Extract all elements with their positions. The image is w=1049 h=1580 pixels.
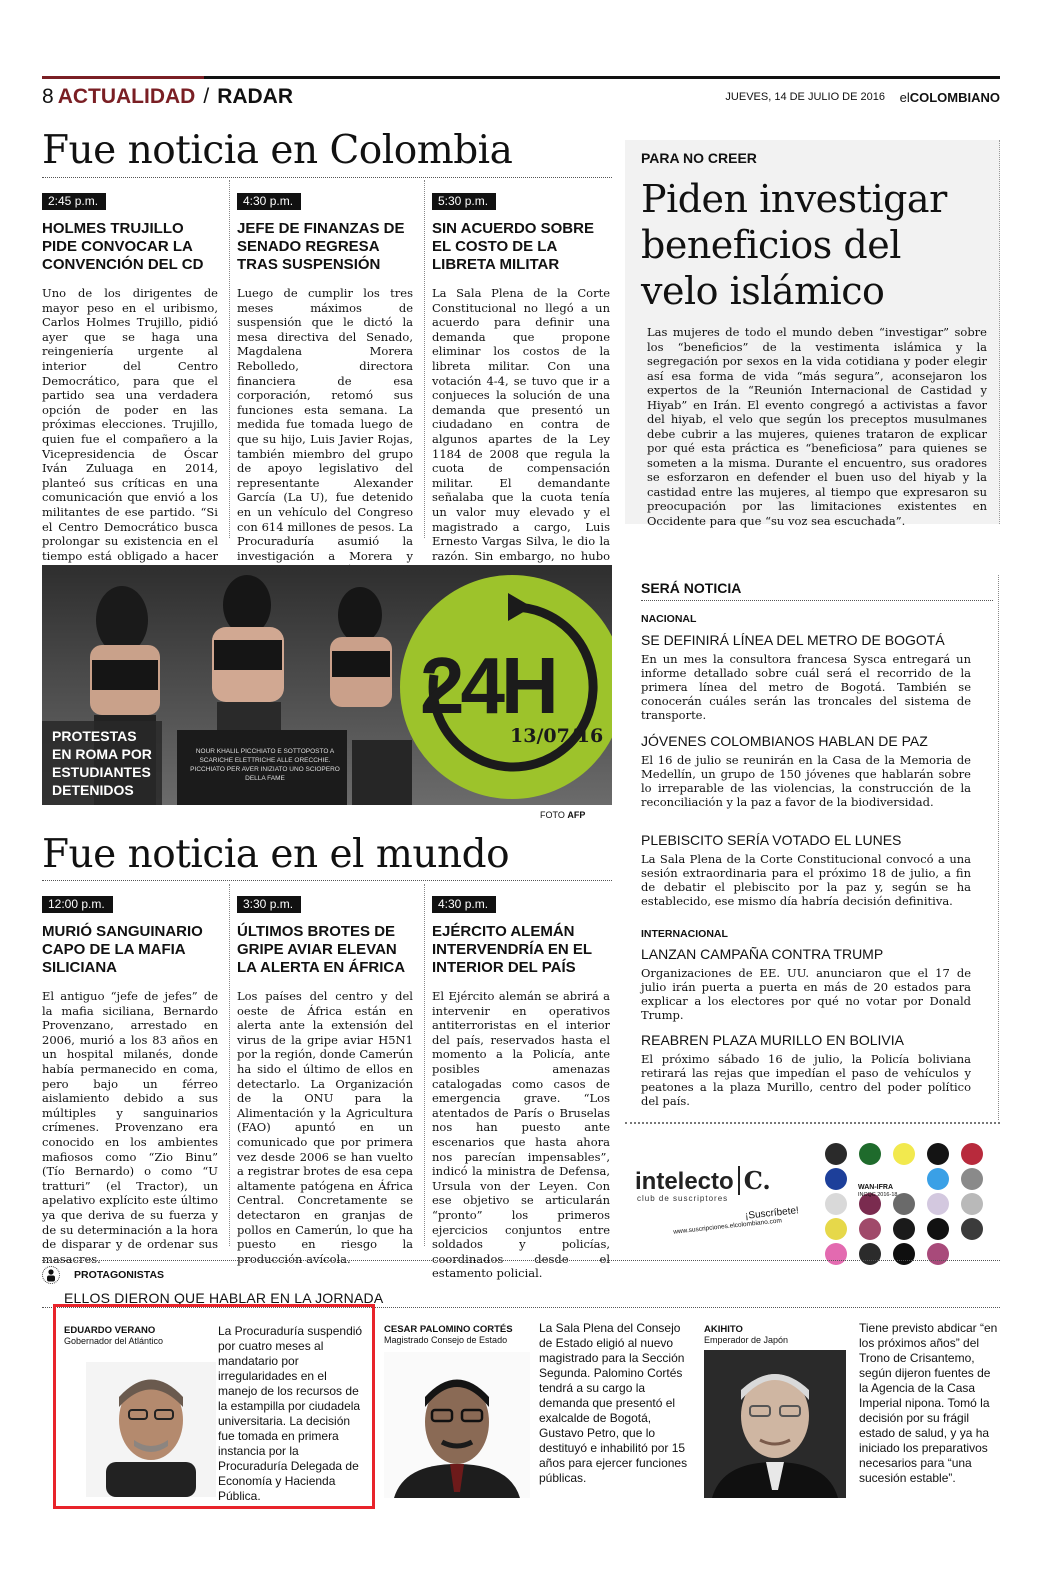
registration-dot	[893, 1143, 915, 1165]
registration-dot	[893, 1243, 915, 1265]
sera-item	[641, 946, 971, 1022]
time-badge: 3:30 p.m.	[237, 896, 301, 913]
ad-brand: intelecto C.	[635, 1166, 771, 1195]
protest-photo[interactable]	[42, 565, 612, 805]
story-body: La Sala Plena de la Corte Constitucional no llegó a un acuerdo para definir una demanda que propone eliminar los costos de la libreta militar. Con una votación 4-4, se tuvo que ir a conjueces la solución de una demanda que presentó un ciudadano en contra de algunos apartes de la Ley 1184 de 2008 que regula la cuota de compensación militar. El demandante señalaba que la cuota tenía un valor muy elevado y el magistrado a cargo, Luis Ernesto Vargas Silva, le dio la razón. Sin embargo, no hubo	[432, 286, 610, 563]
sera-item-title[interactable]: SE DEFINIRÁ LÍNEA DEL METRO DE BOGOTÁ	[641, 632, 945, 648]
registration-dot	[859, 1243, 881, 1265]
registration-dot	[859, 1218, 881, 1240]
mundo-title: Fue noticia en el mundo	[42, 832, 510, 877]
sera-item-title[interactable]: REABREN PLAZA MURILLO EN BOLIVIA	[641, 1032, 904, 1048]
photo-caption: PROTESTAS EN ROMA POR ESTUDIANTES DETENIDOS	[42, 721, 162, 805]
sera-item-title[interactable]: LANZAN CAMPAÑA CONTRA TRUMP	[641, 946, 884, 962]
panel-bottom-rule	[625, 1122, 1000, 1126]
badge-date: 13/07/16	[510, 725, 604, 747]
sera-item-body: En un mes la consultora francesa Sysca entregará un informe detallado sobre cuál será el recorrido de la primera línea del metro de Bogotá. También se conocerán cuáles serán las troncales del sistema de transporte.	[641, 652, 971, 722]
colombia-story-2	[237, 190, 413, 592]
story-headline[interactable]: MURIÓ SANGUINARIO CAPO DE LA MAFIA SILICIANA	[42, 923, 203, 976]
sera-item-body: Organizaciones de EE. UU. anunciaron que el 17 de julio irán puerta a puerta en más de 20 estados para explicar a los electores por qué no votar por Donald Trump.	[641, 966, 971, 1022]
page-header	[42, 85, 1000, 111]
badge-24h: 24H	[420, 641, 555, 730]
time-badge: 4:30 p.m.	[237, 193, 301, 210]
colombia-story-1	[42, 190, 218, 578]
time-badge: 12:00 p.m.	[42, 896, 113, 913]
panel-border	[998, 575, 999, 1120]
registration-dot	[927, 1243, 949, 1265]
protest-sign-text: NOUR KHALIL PICCHIATO E SOTTOPOSTO A SCARICHE ELETTRICHE ALLE ORECCHIE. PICCHIATO PER AVER INIZIATO UNO SCIOPERO DELLA FAME	[190, 748, 340, 782]
protagonist-name: CESAR PALOMINO CORTÉS	[384, 1324, 513, 1335]
protagonistas-top-rule	[42, 1260, 1000, 1261]
para-no-creer-box	[625, 140, 1000, 528]
story-headline[interactable]: EJÉRCITO ALEMÁN INTERVENDRÍA EN EL INTERIOR DEL PAÍS	[432, 923, 592, 976]
protagonistas-label: PROTAGONISTAS	[74, 1269, 165, 1281]
protagonist-name: AKIHITO	[704, 1324, 743, 1335]
registration-dot	[961, 1193, 983, 1215]
registration-dot	[961, 1218, 983, 1240]
protagonist-cesar-palomino[interactable]	[382, 1304, 692, 1509]
protagonist-text: Tiene previsto abdicar “en los próximos años” del Trono de Crisantemo, según dijeron fuentes de la Agencia de la Casa Imperial nipona. Tomó la decisión por su frágil estado de salud, y ya ha iniciado los preparativos necesarios para “una sucesión estable”.	[859, 1321, 998, 1485]
story-body: Los países del centro y del oeste de África están en alerta ante la extensión del virus de la gripe aviar H5N1 por la región, donde Camerún ha sido el último de ellos en detectarlo. La Organización de la ONU para la Alimentación y la Agricultura (FAO) apuntó en un comunicado que por primera vez desde 2006 se han vuelto a registrar brotes de esa cepa altamente patógena en África Central. Concretamente se detectaron en granjas de pollos en Camerún, lo que ha puesto en riesgo la producción avícola.	[237, 989, 413, 1266]
column-divider	[424, 884, 425, 1246]
sera-item	[641, 733, 971, 809]
sera-noticia-label: SERÁ NOTICIA	[641, 580, 742, 596]
para-no-creer-title[interactable]: Piden investigar beneficios del velo islámico	[641, 177, 947, 313]
protagonist-text: La Sala Plena del Consejo de Estado eligió al nuevo magistrado para la Sección Segunda. Palomino Cortés tendrá a su cargo la demanda que presentó el exalcalde de Bogotá, Gustavo Petro, que lo destituyó e inhabilitó por 15 años para ejercer funciones públicas.	[539, 1321, 688, 1485]
column-divider	[229, 180, 230, 538]
mundo-divider	[42, 880, 612, 881]
colombia-divider	[42, 177, 612, 178]
page-number: 8	[42, 85, 54, 108]
header-rule	[42, 76, 1000, 79]
registration-dot	[927, 1193, 949, 1215]
wan-ifra-sub: INCQC 2016-18	[858, 1192, 898, 1198]
para-no-creer-kicker: PARA NO CREER	[641, 150, 757, 166]
story-body: Luego de cumplir los tres meses máximos de suspensión que le dictó la mesa directiva del Senado, Magdalena Morera Rebolledo, directora financiera de esa corporación, retomó sus funciones esta semana. La medida fue tomada luego de que su hijo, Luis Javier Rojas, también miembro del grupo de apoyo legislativo del representante Alexander García (La U), fue detenido en un vehículo del Congreso con 614 millones de pesos. La Procuraduría asumió la investigación a Morera y	[237, 286, 413, 563]
para-no-creer-body: Las mujeres de todo el mundo deben “investigar” sobre los “beneficios” de la vestimenta islámica y la segregación por sexos en la vida cotidiana y poder elegir así esa forma de vida “más segura”, aconsejaron los expertos de la “Reunión Internacional de Castidad y Hiyab” en Irán. El evento congregó a activistas a favor del hiyab, el velo que según los preceptos musulmanes debe cubrir a las mujeres, quienes trataron de explicar por qué esta práctica es “beneficiosa” para quienes se someten a la misma. Durante el encuentro, sus oradores se esforzaron en defender el buen uso del hiyab y la castidad entre las mujeres, al tiempo que expresaron su preocupación por las limitaciones existentes en Occidente para que “su voz sea escuchada”.	[647, 325, 987, 528]
protagonist-portrait	[704, 1350, 846, 1498]
mundo-story-3	[432, 893, 610, 1281]
ad-cta[interactable]: ¡Suscríbete!	[744, 1205, 800, 1222]
registration-dot	[825, 1243, 847, 1265]
time-badge: 4:30 p.m.	[432, 896, 496, 913]
registration-dot	[825, 1218, 847, 1240]
registration-dot	[825, 1143, 847, 1165]
registration-dot	[893, 1218, 915, 1240]
sera-item-body: El 16 de julio se reunirán en la Casa de la Memoria de Medellín, un grupo de 150 jóvenes que hablarán sobre lo irreparable de las violencias, la construcción de la reconciliación y la paz a favor de la biodiversidad.	[641, 753, 971, 809]
category-internacional: INTERNACIONAL	[641, 928, 728, 940]
protagonist-akihito[interactable]	[702, 1304, 1000, 1509]
section-label[interactable]: ACTUALIDAD	[57, 85, 196, 108]
colombia-title: Fue noticia en Colombia	[42, 128, 513, 173]
column-divider	[424, 180, 425, 538]
issue-date: JUEVES, 14 DE JULIO DE 2016	[725, 91, 885, 103]
wan-ifra-label: WAN-IFRA	[858, 1184, 893, 1191]
story-body: Uno de los dirigentes de mayor peso en el uribismo, Carlos Holmes Trujillo, pidió ayer que se haga una reingeniería urgente al interior del Centro Democrático, para que el partido sea una verdadera opción de poder en las próximas elecciones. Trujillo, quien fue el compañero a la Vicepresidencia de Óscar Iván Zuluaga en 2014, planteó sus críticas en una comunicación que envió a los militantes de ese partido. “Si el Centro Democrático busca prolongar su existencia en el tiempo está obligado a hacer	[42, 286, 218, 563]
intelecto-ad[interactable]	[625, 1128, 1000, 1260]
sera-item-body: La Sala Plena de la Corte Constitucional convocó a una sesión extraordinaria para el próximo 18 de julio, a fin de debatir el plebiscito por la paz y, según se ha establecido, ese mismo día habría decisión definitiva.	[641, 852, 971, 908]
sera-item	[641, 632, 971, 722]
sera-item-title[interactable]: PLEBISCITO SERÍA VOTADO EL LUNES	[641, 832, 902, 848]
protagonist-role: Magistrado Consejo de Estado	[384, 1335, 508, 1345]
story-body: El Ejército alemán se abrirá a intervenir en operativos antiterroristas en el interior del país, reservados hasta el momento a la Policía, ante posibles amenazas catalogadas como casos de emergencia grave. “Los atentados de París o Bruselas nos han puesto ante escenarios que hasta ahora nos parecían impensables”, indicó la ministra de Defensa, Ursula von der Leyen. Con ese objetivo se articularán “pronto” los primeros ejercicios conjuntos entre soldados y policías, coordinados desde el estamento policial.	[432, 989, 610, 1281]
registration-dot	[927, 1218, 949, 1240]
ad-url[interactable]: www.suscripciones.elcolombiano.com	[672, 1217, 783, 1236]
sera-item	[641, 1032, 971, 1108]
protagonist-eduardo-verano[interactable]	[53, 1304, 375, 1509]
mundo-story-2	[237, 893, 413, 1266]
registration-dot	[927, 1143, 949, 1165]
brand-logo: elCOLOMBIANO	[899, 90, 1000, 105]
ad-tagline: club de suscriptores	[637, 1194, 729, 1203]
registration-dot	[961, 1143, 983, 1165]
protagonist-portrait	[384, 1352, 530, 1498]
sera-item	[641, 832, 971, 908]
registration-dot	[825, 1168, 847, 1190]
section-separator: /	[203, 85, 210, 108]
protagonist-text: La Procuraduría suspendió por cuatro meses al mandatario por irregularidades en el manejo de los recursos de la estampilla por ciudadela universitaria. La decisión fue tomada en primera instancia por la Procuraduría Delegada de Economía y Hacienda Pública.	[218, 1324, 363, 1503]
story-headline[interactable]: JEFE DE FINANZAS DE SENADO REGRESA TRAS SUSPENSIÓN	[237, 220, 405, 273]
protagonist-role: Gobernador del Atlántico	[64, 1336, 164, 1346]
category-nacional: NACIONAL	[641, 613, 697, 625]
time-badge: 2:45 p.m.	[42, 193, 106, 210]
protagonist-name: EDUARDO VERANO	[64, 1325, 156, 1336]
person-icon	[42, 1266, 60, 1284]
registration-dot	[859, 1143, 881, 1165]
sera-item-body: El próximo sábado 16 de julio, la Policía boliviana retirará las rejas que impedían el paso de vehículos y peatones a la plaza Murillo, centro del poder político del país.	[641, 1052, 971, 1108]
registration-dot	[825, 1193, 847, 1215]
story-headline[interactable]: SIN ACUERDO SOBRE EL COSTO DE LA LIBRETA MILITAR	[432, 220, 594, 273]
registration-dot	[961, 1168, 983, 1190]
time-badge: 5:30 p.m.	[432, 193, 496, 210]
sera-item-title[interactable]: JÓVENES COLOMBIANOS HABLAN DE PAZ	[641, 733, 928, 749]
colombia-story-3	[432, 190, 610, 578]
story-headline[interactable]: HOLMES TRUJILLO PIDE CONVOCAR LA CONVENCIÓN DEL CD	[42, 220, 204, 273]
photo-credit: FOTO AFP	[540, 810, 586, 820]
story-headline[interactable]: ÚLTIMOS BROTES DE GRIPE AVIAR ELEVAN LA ALERTA EN ÁFRICA	[237, 923, 406, 976]
protagonist-role: Emperador de Japón	[704, 1335, 789, 1345]
story-body: El antiguo “jefe de jefes” de la mafia siciliana, Bernardo Provenzano, arrestado en 2006, murió a los 83 años en un hospital milanés, donde había permanecido en coma, pero bajo un férreo aislamiento debido a sus múltiples y sanguinarios crímenes. Provenzano era conocido en los ambientes mafiosos como “Zio Binu” (Tío Bernardo) o como “U tratturi” (el Tractor), un apelativo explícito este último ya que deriva de su fuerza y de su determinación a la hora de disparar y de ordenar sus masacres.	[42, 989, 218, 1266]
subsection-label[interactable]: RADAR	[217, 85, 294, 108]
protagonistas-subtitle: ELLOS DIERON QUE HABLAR EN LA JORNADA	[64, 1290, 384, 1306]
column-divider	[229, 884, 230, 1246]
protagonist-portrait	[86, 1362, 216, 1497]
mundo-story-1	[42, 893, 218, 1266]
registration-dot	[927, 1168, 949, 1190]
